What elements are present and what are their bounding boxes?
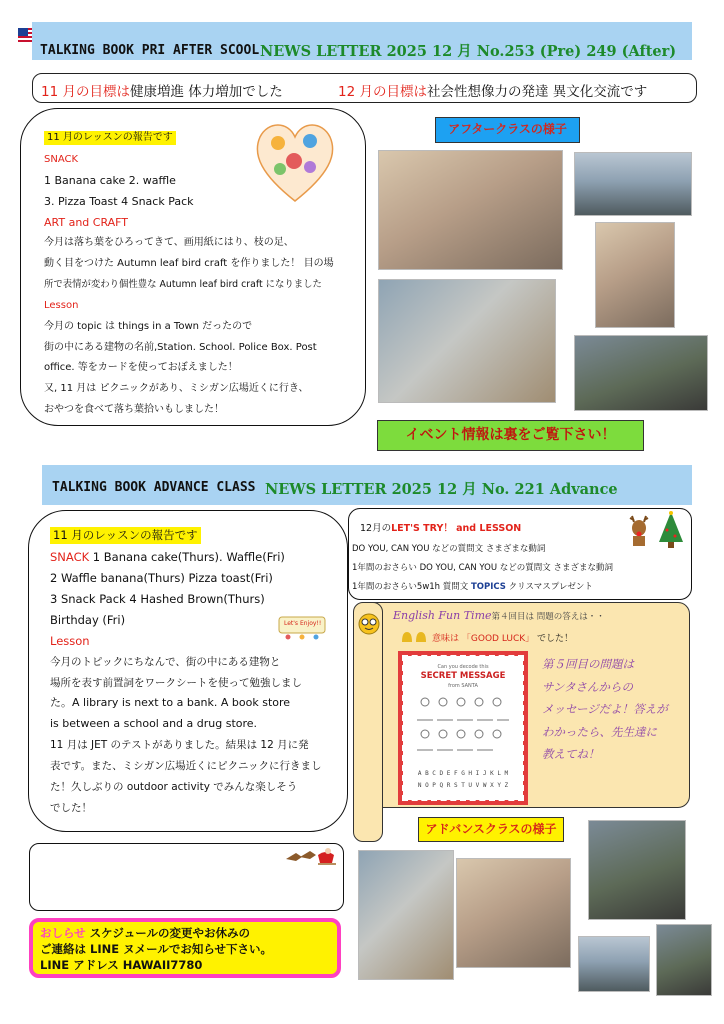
adv-report-heading: 11 月のレッスンの報告です (50, 527, 201, 544)
adv-lesson-line: 表です。また、ミシガン広場近くにピクニックに行きまし (50, 760, 322, 772)
pri-lesson-line: office. 等をカードを使っておぼえました！ (44, 362, 238, 373)
pri-snack-label: SNACK (44, 154, 79, 165)
reindeer-icon (624, 512, 654, 548)
after-class-label: アフタークラスの様子 (435, 117, 580, 143)
adv-lesson-line: た！久しぶりの outdoor activity でみんな楽しそう (50, 781, 298, 793)
pri-art-line: 所で表情が変わり個性豊な Autumn leaf bird craft になりました (44, 279, 322, 290)
nov-goal-label: 11 月の目標は (41, 84, 130, 100)
pri-lesson-line: 今月の topic は things in a Town だったので (44, 321, 253, 332)
dec-goal-text: 社会性想像力の発達 異文化交流です (426, 84, 648, 100)
adv-lesson-line: 場所を表す前置詞をワークシートを使って勉強しまし (50, 677, 302, 689)
fun-time-title-rest: 第４回目は 問題の答えは・・ (491, 612, 605, 622)
bell-icon (400, 629, 430, 643)
pri-lesson-line: 街の中にある建物の名前,Station. School. Police Box. Post (44, 342, 317, 353)
fun-answer: 「GOOD LUCK」 (461, 634, 535, 644)
adv-lesson-line: た。A library is next to a bank. A book store (50, 696, 291, 709)
fun-time-title-row (393, 609, 605, 622)
photo-after-picnic (378, 150, 563, 270)
lets-try-title: LET'S TRY！ and LESSON (391, 523, 522, 534)
pri-art-line: 今月は落ち葉をひろってきて、画用紙にはり、枝の足、 (44, 237, 294, 248)
adv-lesson-line: でした！ (50, 802, 92, 814)
notice-line1 (40, 926, 250, 941)
adv-lesson-label: Lesson (50, 634, 90, 648)
lets-try-title-row (360, 520, 521, 534)
notice-line3: LINE アドレス HAWAII7780 (40, 958, 203, 972)
adv-snack-line4: Birthday (Fri) (50, 613, 126, 627)
pri-lesson-line: 又, 11 月は ピクニックがあり、ミシガン広場近くに行き、 (44, 383, 309, 394)
adv-lesson-line: 今月のトピックにちなんで、街の中にある建物と (50, 656, 281, 668)
header2-title: TALKING BOOK ADVANCE CLASS (52, 480, 256, 495)
lets-try-line3-b: クリスマスプレゼント (505, 582, 593, 592)
dec-goal-label: 12 月の目標は (338, 84, 427, 100)
adv-lesson-line: is between a school and a drug store. (50, 717, 258, 730)
photo-adv-cards (358, 850, 454, 980)
header2-newsletter-info: NEWS LETTER 2025 12 月 No. 221 Advance (265, 481, 618, 498)
fun-time-tab (353, 602, 383, 842)
worksheet-alpha2: N O P Q R S T U V W X Y Z (417, 782, 509, 789)
worksheet-line1: Can you decode this (437, 664, 489, 670)
monthly-goals-box (32, 73, 697, 103)
fun-question-line: メッセージだよ！答えが (542, 702, 668, 716)
photo-after-child (595, 222, 675, 328)
fun-question-line: わかったら、先生達に (542, 724, 657, 739)
fun-answer-row (432, 631, 573, 644)
photo-adv-group (588, 820, 686, 920)
photo-adv-field (578, 936, 650, 992)
pri-lesson-line: おやつを食べて落ち葉拾いもしました！ (44, 404, 224, 415)
photo-adv-sitting (656, 924, 712, 996)
photo-adv-picnic (456, 858, 571, 968)
lets-try-line1: DO YOU, CAN YOU などの質問文 さまざまな動詞 (352, 544, 546, 554)
photo-after-river (574, 152, 692, 216)
pri-lesson-label: Lesson (44, 300, 79, 311)
nov-goal-text: 健康増進 体力増加でした (129, 84, 283, 100)
pri-snack-line1: 1 Banana cake 2. waffle (44, 174, 176, 187)
lets-enjoy-text: Let's Enjoy!! (284, 620, 322, 627)
adv-snack-label: SNACK (50, 550, 90, 564)
pri-art-label: ART and CRAFT (44, 216, 129, 229)
worksheet-line3: from SANTA (448, 683, 478, 689)
christmas-tree-icon (656, 510, 686, 550)
adv-snack-line1 (50, 547, 285, 568)
fun-time-title: English Fun Time (393, 609, 492, 622)
notice-line2: ご連絡は LINE ヌメールでお知らせ下さい。 (40, 942, 273, 956)
lets-enjoy-badge (278, 614, 326, 640)
fun-question-line: サンタさんからの (542, 679, 633, 694)
header-title: TALKING BOOK PRI AFTER SCOOL (40, 43, 260, 58)
secret-message-worksheet (398, 651, 528, 805)
notice-line1-text: スケジュールの変更やお休みの (85, 926, 250, 940)
pri-report-heading: 11 月のレッスンの報告です (44, 131, 176, 145)
heart-collage-icon (252, 115, 338, 205)
adv-snack-line3: 3 Snack Pack 4 Hashed Brown(Thurs) (50, 592, 265, 606)
adv-snack-text: 1 Banana cake(Thurs). Waffle(Fri) (92, 550, 285, 564)
santa-sleigh-icon (282, 845, 338, 867)
fun-question-line: 教えてね！ (542, 747, 600, 761)
pri-art-line: 動く目をつけた Autumn leaf bird craft を作りました！ 目の場 (44, 258, 334, 269)
fun-answer-prefix: 意味は (432, 634, 460, 644)
photo-after-park (574, 335, 708, 411)
fun-question-line: 第５回目の問題は (542, 657, 634, 671)
event-info-banner: イベント情報は裏をご覧下さい！ (377, 420, 644, 451)
worksheet-line2: SECRET MESSAGE (420, 671, 506, 681)
fun-answer-suffix: でした！ (537, 634, 574, 644)
adv-lesson-line: 11 月は JET のテストがありました。結果は 12 月に発 (50, 739, 309, 751)
lets-try-line3 (352, 580, 593, 592)
adv-snack-line2: 2 Waffle banana(Thurs) Pizza toast(Fri) (50, 571, 273, 585)
advance-class-label: アドバンスクラスの様子 (418, 817, 564, 842)
fun-question (542, 653, 668, 766)
lets-try-prefix: 12月の (360, 523, 392, 534)
lets-try-topics: TOPICS (470, 582, 506, 592)
pri-snack-line2: 3. Pizza Toast 4 Snack Pack (44, 195, 194, 208)
header-newsletter-info: NEWS LETTER 2025 12 月 No.253 (Pre) 249 (After) (260, 43, 677, 60)
emoji-face-icon (357, 612, 381, 636)
lets-try-line2: 1年間のおさらい DO YOU, CAN YOU などの質問文 さまざまな動詞 (352, 563, 613, 573)
notice-label: おしらせ (40, 926, 86, 940)
photo-after-crafts (378, 279, 556, 403)
lets-try-line3-a: 1年間のおさらい5w1h 質問文 (352, 582, 471, 592)
worksheet-alpha1: A B C D E F G H I J K L M (417, 770, 509, 777)
